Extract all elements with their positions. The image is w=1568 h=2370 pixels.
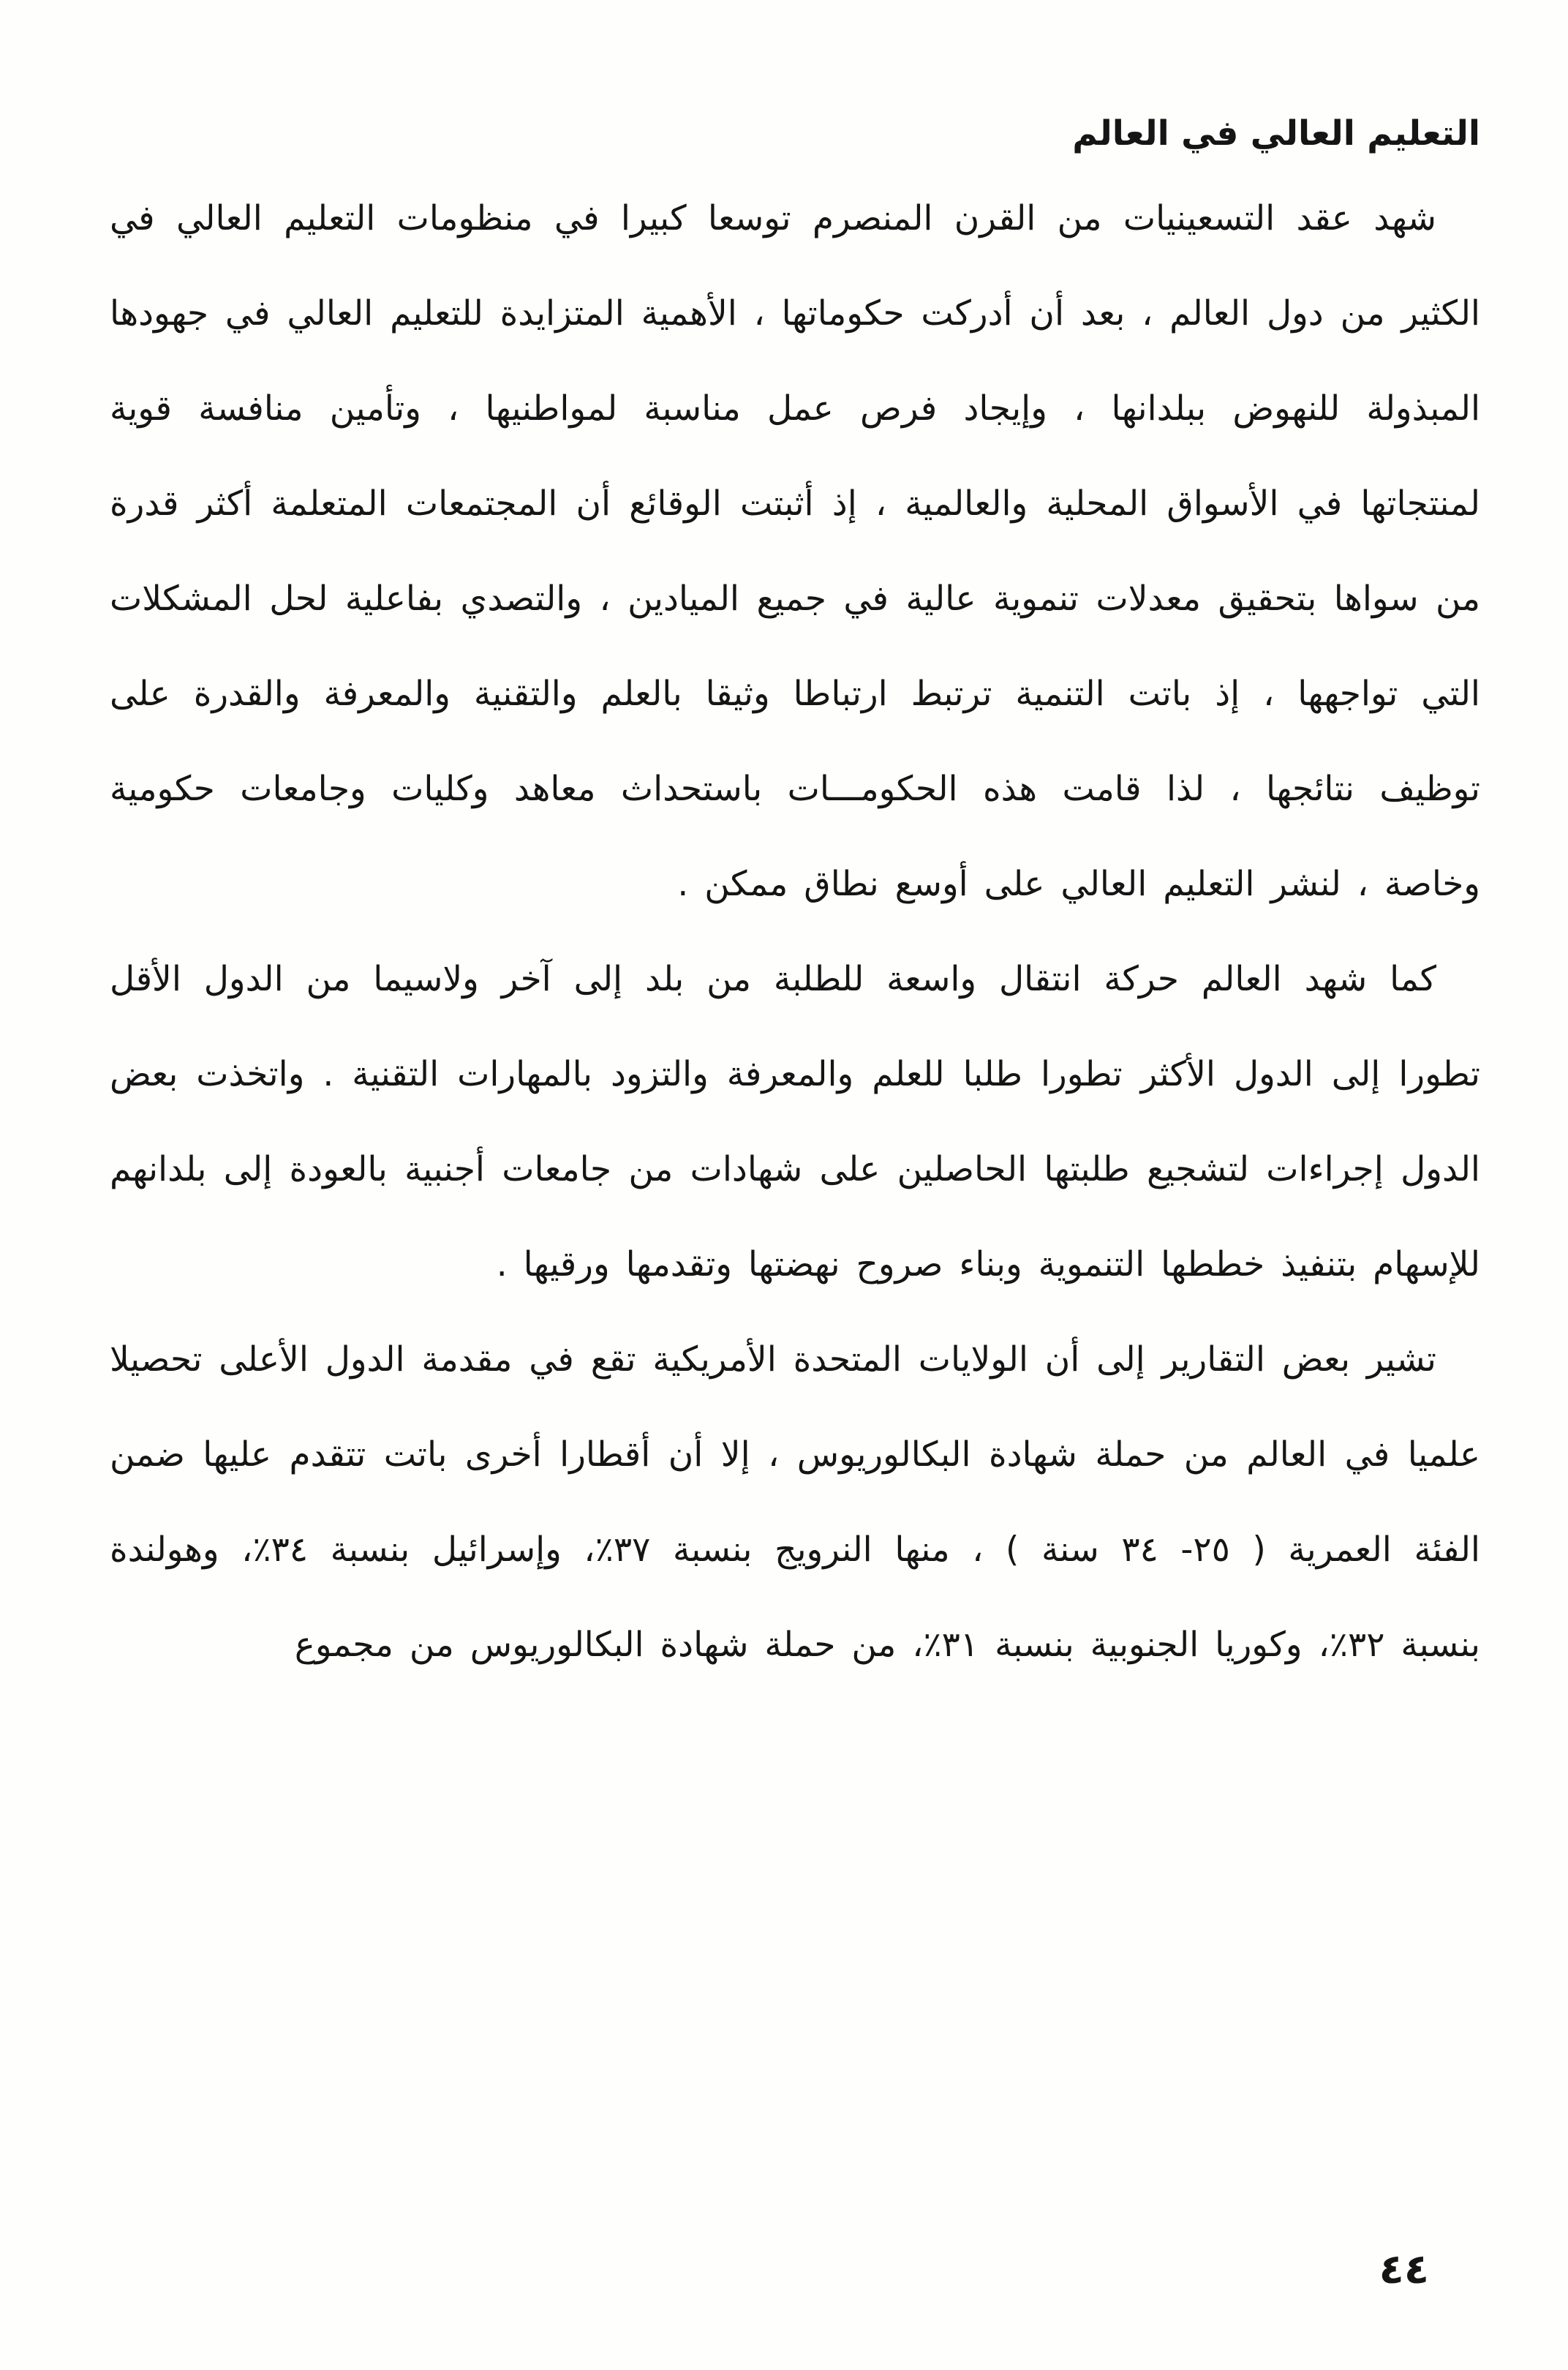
paragraph-higher-education-expansion: شهد عقد التسعينيات من القرن المنصرم توسعا كبيرا في منظومات التعليم العالي في الكثير من دول العالم ، بعد أن أدركت حكوماتها ، الأهمية المتزايدة للتعليم العالي في جهودها المبذولة للنهوض ببلدانها ، وإيجاد فرص عمل مناسبة لمواطنيها ، وتأمين منافسة قوية لمنتجاتها في الأسواق المحلية والعالمية ، إذ أثبتت الوقائع أن المجتمعات المتعلمة أكثر قدرة من سواها بتحقيق معدلات تنموية عالية في جميع الميادين ، والتصدي بفاعلية لحل المشكلات التي تواجهها ، إذ باتت التنمية ترتبط ارتباطا وثيقا بالعلم والتقنية والمعرفة والقدرة على توظيف نتائجها ، لذا قامت هذه الحكومـــات باستحداث معاهد وكليات وجامعات حكومية وخاصة ، لنشر التعليم العالي على أوسع نطاق ممكن .: [110, 198, 1480, 904]
paragraph-student-mobility: كما شهد العالم حركة انتقال واسعة للطلبة من بلد إلى آخر ولاسيما من الدول الأقل تطورا إلى الدول الأكثر تطورا طلبا للعلم والمعرفة والتزود بالمهارات التقنية . واتخذت بعض الدول إجراءات لتشجيع طلبتها الحاصلين على شهادات من جامعات أجنبية بالعودة إلى بلدانهم للإسهام بتنفيذ خططها التنموية وبناء صروح نهضتها وتقدمها ورقيها .: [110, 958, 1480, 1284]
page-number: ٤٤: [1379, 2246, 1429, 2293]
page-title: التعليم العالي في العالم: [1072, 113, 1480, 154]
paragraph-usa-attainment-reports: تشير بعض التقارير إلى أن الولايات المتحدة الأمريكية تقع في مقدمة الدول الأعلى تحصيلا علميا في العالم من حملة شهادة البكالوريوس ، إلا أن أقطارا أخرى باتت تتقدم عليها ضمن الفئة العمرية ( ٢٥- ٣٤ سنة ) ، منها النرويج بنسبة ٣٧٪، وإسرائيل بنسبة ٣٤٪، وهولندة بنسبة ٣٢٪، وكوريا الجنوبية بنسبة ٣١٪، من حملة شهادة البكالوريوس من مجموع: [110, 1339, 1480, 1665]
